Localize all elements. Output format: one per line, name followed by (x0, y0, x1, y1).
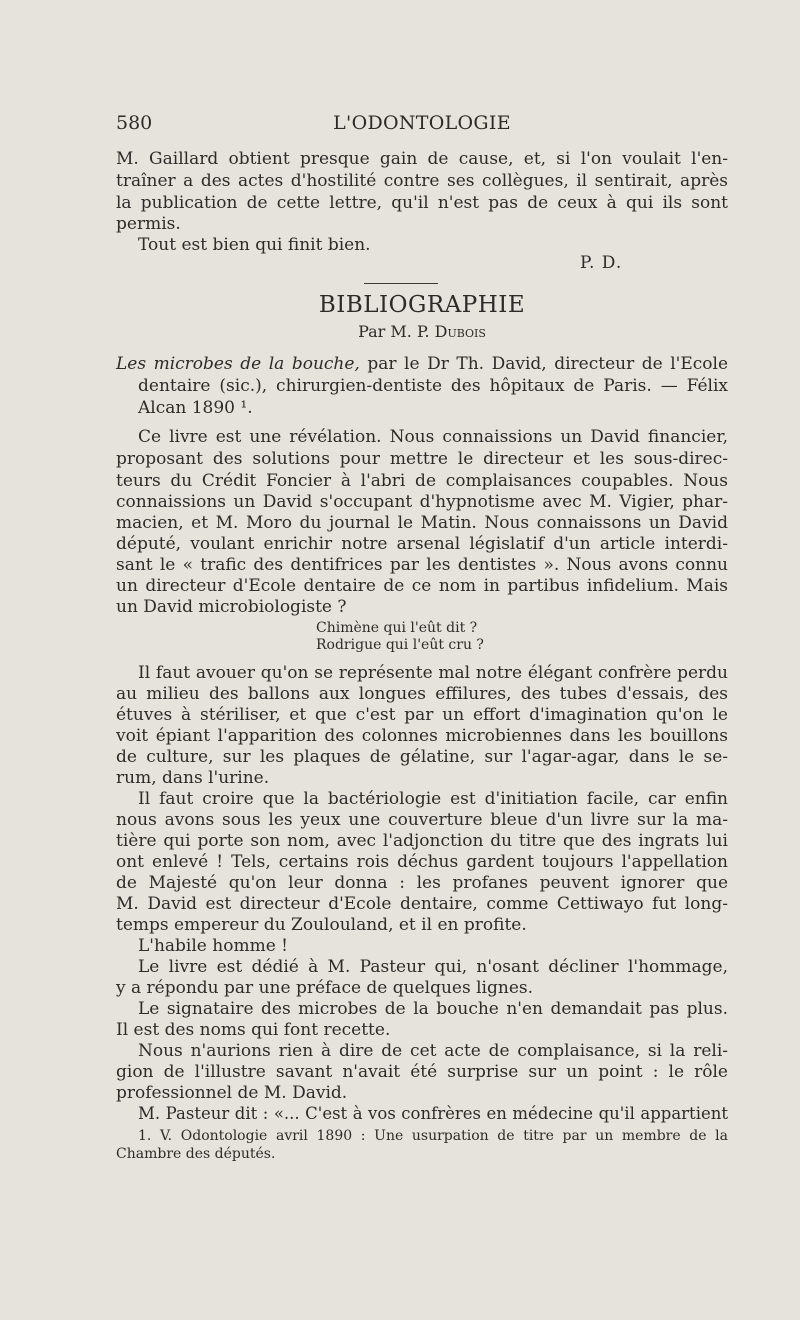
intro-line: M. Gaillard obtient presque gain de cause, et, si l'on voulait l'en- (116, 149, 728, 169)
citation-line: dentaire (sic.), chirurgien-dentiste des hôpitaux de Paris. — Félix (138, 376, 728, 396)
paragraph-line: connaissions un David s'occupant d'hypnotisme avec M. Vigier, phar- (116, 492, 728, 512)
paragraph-line: voit épiant l'apparition des colonnes microbiennes dans les bouillons (116, 726, 728, 746)
signature: P. D. (580, 253, 623, 273)
paragraph-line: gion de l'illustre savant n'avait été surprise sur un point : le rôle (116, 1062, 728, 1082)
verse-quote-line: Rodrigue qui l'eût cru ? (316, 637, 484, 653)
section-title: BIBLIOGRAPHIE (318, 292, 526, 318)
intro-line: permis. (116, 214, 181, 234)
byline (116, 322, 728, 341)
paragraph-line: y a répondu par une préface de quelques lignes. (116, 978, 534, 998)
paragraph-line: M. David est directeur d'Ecole dentaire, comme Cettiwayo fut long- (116, 894, 728, 914)
paragraph-line: Il est des noms qui font recette. (116, 1020, 391, 1040)
paragraph-line: Le signataire des microbes de la bouche n'en demandait pas plus. (138, 999, 728, 1019)
running-title: L'ODONTOLOGIE (333, 112, 511, 134)
paragraph-line: tière qui porte son nom, avec l'adjonction du titre que des ingrats lui (116, 831, 728, 851)
paragraph-line: au milieu des ballons aux longues effilures, des tubes d'essais, des (116, 684, 728, 704)
paragraph-line: Il faut avouer qu'on se représente mal notre élégant confrère perdu (138, 663, 728, 683)
paragraph-line: Il faut croire que la bactériologie est d'initiation facile, car enfin (138, 789, 728, 809)
paragraph-line: nous avons sous les yeux une couverture bleue d'un livre sur la ma- (116, 810, 728, 830)
paragraph-line: de culture, sur les plaques de gélatine, sur l'agar-agar, dans le se- (116, 747, 728, 767)
work-title: Les microbes de la bouche, (116, 354, 360, 374)
paragraph-line: rum, dans l'urine. (116, 768, 270, 788)
paragraph-line: député, voulant enrichir notre arsenal législatif d'un article interdi- (116, 534, 728, 554)
intro-line: Tout est bien qui finit bien. (138, 235, 371, 255)
footnote-line: 1. V. Odontologie avril 1890 : Une usurpation de titre par un membre de la (138, 1128, 728, 1144)
paragraph-line: temps empereur du Zoulouland, et il en profite. (116, 915, 527, 935)
paragraph-line: professionnel de M. David. (116, 1083, 348, 1103)
citation-line: Alcan 1890 ¹. (138, 398, 253, 418)
citation-line (116, 353, 728, 375)
paragraph-line: un David microbiologiste ? (116, 597, 347, 617)
paragraph-line: ont enlevé ! Tels, certains rois déchus gardent toujours l'appellation (116, 852, 728, 872)
footnote-line: Chambre des députés. (116, 1146, 276, 1162)
paragraph-line: Nous n'aurions rien à dire de cet acte de complaisance, si la reli- (138, 1041, 728, 1061)
paragraph-line: un directeur d'Ecole dentaire de ce nom in partibus infidelium. Mais (116, 576, 728, 596)
paragraph-line: sant le « trafic des dentifrices par les dentistes ». Nous avons connu (116, 555, 728, 575)
intro-line: la publication de cette lettre, qu'il n'est pas de ceux à qui ils sont (116, 193, 728, 213)
paragraph-line: macien, et M. Moro du journal le Matin. Nous connaissons un David (116, 513, 728, 533)
byline-author: Dubois (434, 322, 486, 341)
verse-quote-line: Chimène qui l'eût dit ? (316, 620, 478, 636)
paragraph-line: étuves à stériliser, et que c'est par un effort d'imagination qu'on le (116, 705, 728, 725)
section-divider (364, 283, 438, 284)
byline-prefix: Par M. P. (358, 322, 435, 341)
page-number: 580 (116, 112, 153, 134)
paragraph-line: M. Pasteur dit : «... C'est à vos confrères en médecine qu'il appartient (138, 1104, 728, 1123)
paragraph-line: proposant des solutions pour mettre le directeur et les sous-direc- (116, 449, 728, 469)
paragraph-line: L'habile homme ! (138, 936, 288, 956)
page-header (116, 112, 728, 138)
paragraph-line: Ce livre est une révélation. Nous connaissions un David financier, (138, 427, 728, 447)
paragraph-line: Le livre est dédié à M. Pasteur qui, n'osant décliner l'hommage, (138, 957, 728, 977)
paragraph-line: teurs du Crédit Foncier à l'abri de complaisances coupables. Nous (116, 471, 728, 491)
intro-line: traîner a des actes d'hostilité contre ses collègues, il sentirait, après (116, 171, 728, 191)
paragraph-line: de Majesté qu'on leur donna : les profanes peuvent ignorer que (116, 873, 728, 893)
citation-rest: par le Dr Th. David, directeur de l'Ecole (359, 354, 729, 374)
